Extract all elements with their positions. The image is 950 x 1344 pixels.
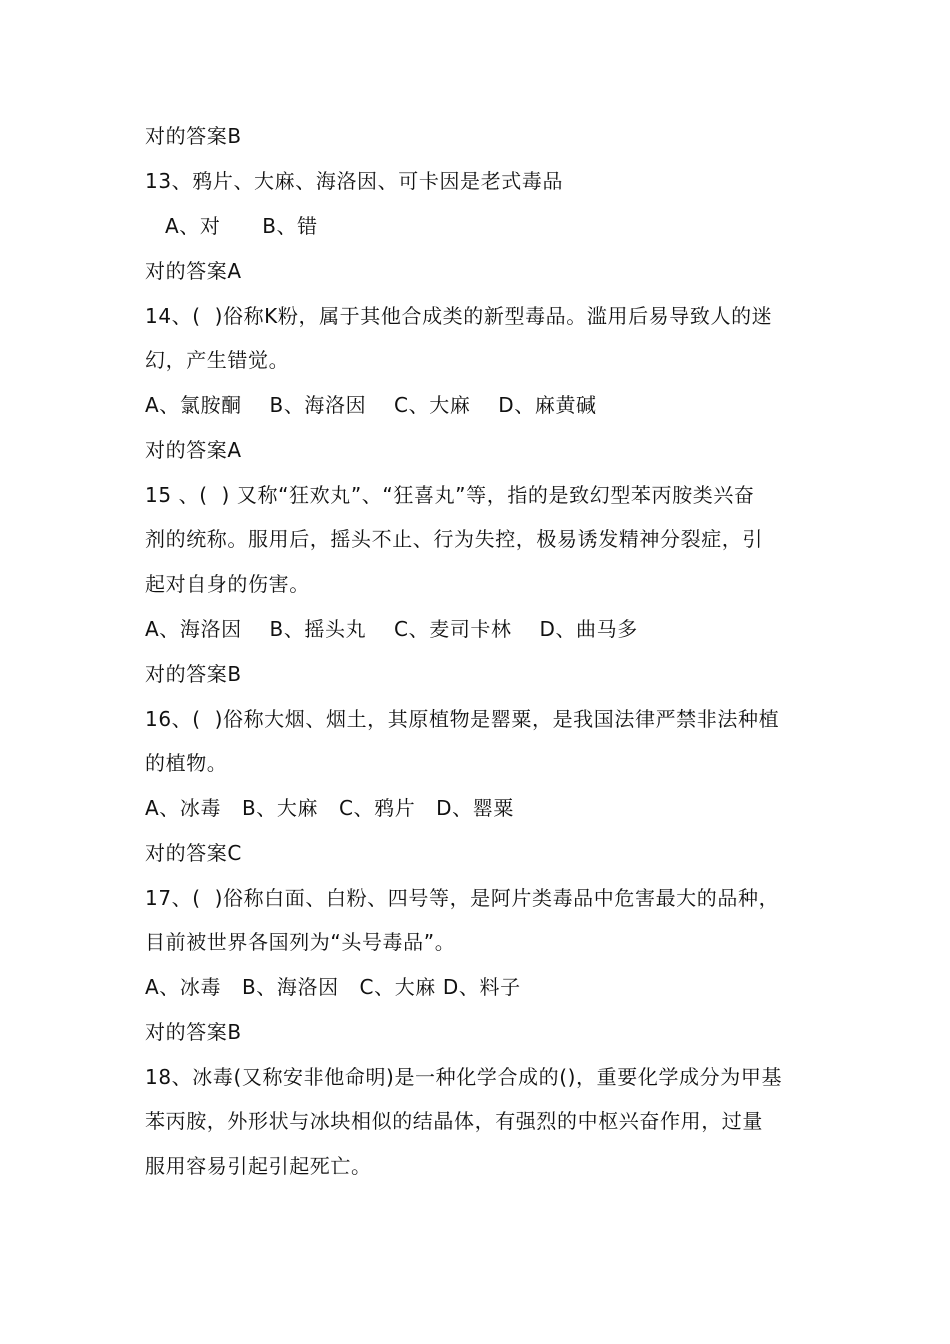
question-15-line-3: 起对自身的伤害。 — [145, 572, 310, 596]
options-15: A、海洛因 B、摇头丸 C、麦司卡林 D、曲马多 — [145, 617, 638, 641]
question-17-line-1: 17、( )俗称白面、白粉、四号等，是阿片类毒品中危害最大的品种， — [145, 886, 780, 910]
question-18-line-2: 苯丙胺，外形状与冰块相似的结晶体，有强烈的中枢兴奋作用，过量 — [145, 1109, 763, 1133]
answer-16: 对的答案C — [145, 841, 242, 865]
question-16-line-1: 16、( )俗称大烟、烟土，其原植物是罂粟，是我国法律严禁非法种植 — [145, 707, 780, 731]
question-15-line-2: 剂的统称。服用后，摇头不止、行为失控，极易诱发精神分裂症，引 — [145, 527, 763, 551]
question-16-line-2: 的植物。 — [145, 751, 228, 775]
options-16: A、冰毒 B、大麻 C、鸦片 D、罂粟 — [145, 796, 514, 820]
answer-12: 对的答案B — [145, 124, 242, 148]
question-17-line-2: 目前被世界各国列为“头号毒品”。 — [145, 930, 456, 954]
question-18-line-1: 18、冰毒(又称安非他命明)是一种化学合成的()，重要化学成分为甲基 — [145, 1065, 783, 1089]
answer-17: 对的答案B — [145, 1020, 242, 1044]
options-17: A、冰毒 B、海洛因 C、大麻 D、料子 — [145, 975, 521, 999]
question-14-line-1: 14、( )俗称K粉，属于其他合成类的新型毒品。滥用后易导致人的迷 — [145, 304, 773, 328]
question-14-line-2: 幻，产生错觉。 — [145, 348, 290, 372]
answer-15: 对的答案B — [145, 662, 242, 686]
question-18-line-3: 服用容易引起引起死亡。 — [145, 1154, 372, 1178]
answer-13: 对的答案A — [145, 259, 242, 283]
answer-14: 对的答案A — [145, 438, 242, 462]
question-13: 13、鸦片、大麻、海洛因、可卡因是老式毒品 — [145, 169, 564, 193]
options-14: A、氯胺酮 B、海洛因 C、大麻 D、麻黄碱 — [145, 393, 597, 417]
options-13: A、对 B、错 — [165, 214, 318, 238]
question-15-line-1: 15 、( ) 又称“狂欢丸”、“狂喜丸”等，指的是致幻型苯丙胺类兴奋 — [145, 483, 755, 507]
